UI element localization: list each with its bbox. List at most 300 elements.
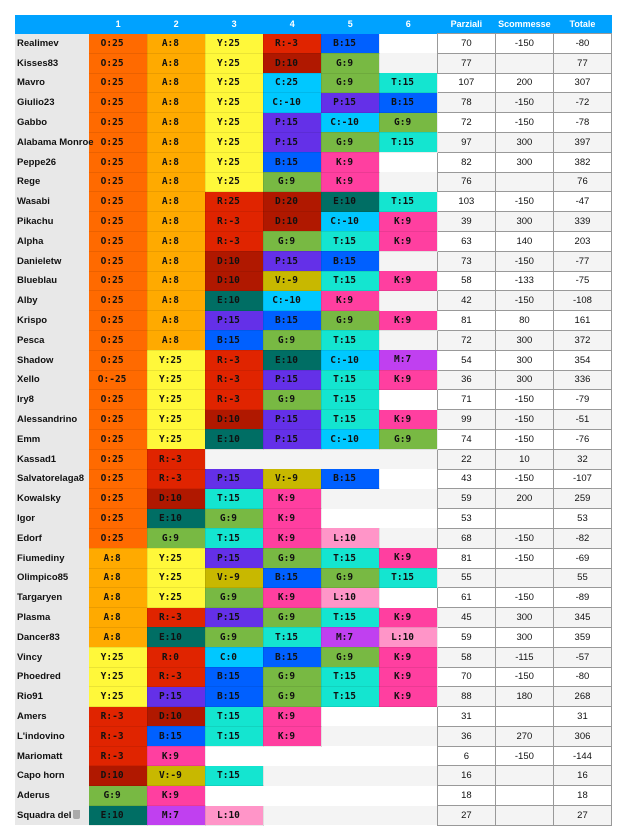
round-5-score bbox=[321, 528, 379, 548]
score-value: G:9 bbox=[335, 315, 354, 327]
score-value: Y:25 bbox=[158, 354, 182, 366]
round-6-empty bbox=[379, 152, 437, 172]
round-6-empty bbox=[379, 251, 437, 271]
score-value: R:-3 bbox=[100, 730, 124, 742]
round-1-score bbox=[89, 588, 147, 608]
player-name: Salvatorelaga8 bbox=[17, 473, 85, 485]
round-4-score bbox=[263, 687, 321, 707]
scommesse-cell: -150 bbox=[495, 192, 553, 212]
player-name-cell bbox=[15, 152, 89, 172]
score-value: O:25 bbox=[100, 513, 124, 525]
round-3-score bbox=[205, 469, 263, 489]
player-name: L'indovino bbox=[17, 730, 65, 742]
score-value: O:25 bbox=[100, 275, 124, 287]
scommesse-cell bbox=[495, 568, 553, 588]
score-value: G:9 bbox=[277, 612, 296, 623]
round-1-score bbox=[89, 410, 147, 430]
player-name: Danieletw bbox=[17, 255, 62, 267]
round-3-score bbox=[205, 766, 263, 786]
table-row bbox=[15, 647, 612, 667]
score-value: G:9 bbox=[335, 651, 354, 663]
player-name-cell bbox=[15, 429, 89, 449]
player-name-cell bbox=[15, 390, 89, 410]
round-6-empty bbox=[379, 53, 437, 73]
score-value: A:8 bbox=[103, 552, 121, 564]
score-value: G:9 bbox=[277, 552, 296, 564]
table-row bbox=[15, 608, 612, 628]
header-row bbox=[15, 15, 612, 34]
player-name: Olimpico85 bbox=[17, 572, 69, 584]
player-name-cell bbox=[15, 132, 94, 152]
round-5-score bbox=[321, 132, 379, 152]
player-name: Pikachu bbox=[17, 216, 54, 228]
score-value: B:15 bbox=[275, 651, 298, 663]
scommesse-cell: 300 bbox=[495, 152, 553, 172]
round-5-score bbox=[321, 350, 379, 370]
round-2-score bbox=[147, 113, 205, 133]
score-value: O:25 bbox=[100, 235, 124, 247]
score-value: T:15 bbox=[391, 77, 415, 89]
round-2-score bbox=[147, 370, 205, 390]
score-value: Y:25 bbox=[158, 572, 182, 584]
score-value: O:25 bbox=[100, 394, 124, 406]
score-value: E:10 bbox=[333, 196, 356, 208]
round-6-score bbox=[379, 429, 437, 449]
totale-cell: 31 bbox=[553, 707, 611, 727]
score-value: B:15 bbox=[275, 572, 298, 584]
score-value: K:9 bbox=[394, 413, 412, 425]
score-value: K:9 bbox=[277, 592, 296, 604]
round-6-score bbox=[379, 311, 437, 331]
round-2-score bbox=[147, 469, 205, 489]
header-round-1: 1 bbox=[89, 15, 147, 34]
score-value: A:8 bbox=[161, 315, 179, 327]
player-name: Realimev bbox=[17, 37, 59, 49]
player-name-cell bbox=[15, 113, 89, 133]
score-value: B:15 bbox=[217, 671, 240, 683]
round-1-score bbox=[89, 192, 147, 212]
score-value: B:15 bbox=[391, 97, 415, 109]
round-2-score bbox=[147, 786, 205, 806]
score-value: Y:25 bbox=[217, 37, 240, 49]
scommesse-cell: -150 bbox=[495, 469, 553, 489]
player-name: Wasabi bbox=[17, 196, 50, 208]
round-6-score bbox=[379, 410, 437, 430]
round-4-score bbox=[263, 667, 321, 687]
score-value: D:10 bbox=[275, 57, 298, 69]
score-value: A:8 bbox=[103, 631, 121, 643]
table-row bbox=[15, 568, 612, 588]
score-value: G:9 bbox=[219, 592, 238, 604]
score-value: O:25 bbox=[100, 156, 124, 168]
score-value: Y:25 bbox=[217, 117, 240, 129]
table-row bbox=[15, 53, 612, 73]
round-2-score bbox=[147, 707, 205, 727]
score-value: B:15 bbox=[333, 473, 356, 485]
parziali-cell: 61 bbox=[437, 588, 495, 608]
totale-cell: 268 bbox=[553, 687, 611, 707]
totale-cell: -108 bbox=[553, 291, 611, 311]
totale-cell: -75 bbox=[553, 271, 611, 291]
player-name-cell bbox=[15, 766, 89, 786]
score-value: T:15 bbox=[333, 691, 356, 703]
score-value: G:9 bbox=[335, 77, 354, 89]
round-1-score bbox=[89, 667, 147, 687]
header-totale: Totale bbox=[553, 15, 611, 34]
round-5-empty bbox=[321, 746, 379, 766]
score-value: O:25 bbox=[100, 315, 124, 327]
round-1-score bbox=[89, 350, 147, 370]
round-2-score bbox=[147, 449, 205, 469]
round-2-score bbox=[147, 350, 205, 370]
player-name: Capo horn bbox=[17, 770, 65, 782]
score-value: O:25 bbox=[100, 97, 124, 109]
table-row bbox=[15, 390, 612, 410]
round-5-score bbox=[321, 172, 379, 192]
round-4-score bbox=[263, 469, 321, 489]
score-value: A:8 bbox=[161, 295, 179, 307]
score-value: O:25 bbox=[100, 532, 124, 544]
score-value: L:10 bbox=[391, 631, 415, 643]
scommesse-cell: 300 bbox=[495, 350, 553, 370]
totale-cell: 203 bbox=[553, 231, 611, 251]
player-name: Rio91 bbox=[17, 691, 43, 703]
round-2-score bbox=[147, 687, 205, 707]
table-row bbox=[15, 687, 612, 707]
score-value: K:9 bbox=[277, 513, 296, 525]
scommesse-cell: -150 bbox=[495, 113, 553, 133]
totale-cell: 345 bbox=[553, 608, 611, 628]
scommesse-cell: 270 bbox=[495, 726, 553, 746]
round-4-score bbox=[263, 251, 321, 271]
player-name-cell bbox=[15, 627, 89, 647]
parziali-cell: 74 bbox=[437, 429, 495, 449]
round-1-score bbox=[89, 73, 147, 93]
round-2-score bbox=[147, 311, 205, 331]
scommesse-cell: 300 bbox=[495, 627, 553, 647]
table-row bbox=[15, 132, 612, 152]
score-value: A:8 bbox=[161, 57, 179, 69]
round-4-empty bbox=[263, 806, 321, 826]
score-value: A:8 bbox=[161, 235, 179, 247]
scommesse-cell: -150 bbox=[495, 34, 553, 54]
round-3-score bbox=[205, 172, 263, 192]
round-2-score bbox=[147, 93, 205, 113]
score-value: A:8 bbox=[161, 77, 179, 89]
score-value: G:9 bbox=[277, 235, 296, 247]
table-row bbox=[15, 330, 612, 350]
round-1-score bbox=[89, 707, 147, 727]
score-value: Y:25 bbox=[158, 592, 182, 604]
table-row bbox=[15, 93, 612, 113]
round-5-empty bbox=[321, 806, 379, 826]
scommesse-cell: -150 bbox=[495, 746, 553, 766]
score-value: V:-9 bbox=[275, 473, 298, 485]
scommesse-cell bbox=[495, 172, 553, 192]
round-4-score bbox=[263, 350, 321, 370]
score-value: O:25 bbox=[100, 453, 124, 465]
scommesse-cell: -150 bbox=[495, 390, 553, 410]
score-value: A:8 bbox=[161, 117, 179, 129]
round-3-score bbox=[205, 806, 263, 826]
round-4-empty bbox=[263, 746, 321, 766]
round-3-score bbox=[205, 231, 263, 251]
table-row bbox=[15, 766, 612, 786]
round-4-score bbox=[263, 73, 321, 93]
player-name-cell bbox=[15, 746, 89, 766]
player-name-cell bbox=[15, 231, 89, 251]
scommesse-cell: -150 bbox=[495, 251, 553, 271]
totale-cell: 382 bbox=[553, 152, 611, 172]
round-2-score bbox=[147, 746, 205, 766]
round-1-score bbox=[89, 489, 147, 509]
player-name: Vincy bbox=[17, 651, 43, 663]
player-name-cell bbox=[15, 212, 89, 232]
score-value: A:8 bbox=[161, 156, 179, 168]
score-value: G:9 bbox=[394, 433, 412, 445]
score-value: Y:25 bbox=[217, 176, 240, 188]
score-value: G:9 bbox=[277, 394, 296, 406]
table-row bbox=[15, 113, 612, 133]
score-value: G:9 bbox=[103, 790, 121, 802]
round-4-score bbox=[263, 647, 321, 667]
score-value: E:10 bbox=[158, 513, 182, 525]
totale-cell: 76 bbox=[553, 172, 611, 192]
round-6-score bbox=[379, 132, 437, 152]
round-1-score bbox=[89, 647, 147, 667]
score-value: O:25 bbox=[100, 334, 124, 346]
player-name-cell bbox=[15, 469, 89, 489]
round-6-empty bbox=[379, 34, 437, 54]
round-6-empty bbox=[379, 469, 437, 489]
parziali-cell: 6 bbox=[437, 746, 495, 766]
totale-cell: 32 bbox=[553, 449, 611, 469]
scommesse-cell: -150 bbox=[495, 93, 553, 113]
round-3-score bbox=[205, 528, 263, 548]
score-value: K:9 bbox=[394, 691, 412, 703]
round-3-score bbox=[205, 212, 263, 232]
totale-cell: -72 bbox=[553, 93, 611, 113]
round-4-score bbox=[263, 548, 321, 568]
player-name-cell bbox=[15, 667, 89, 687]
scommesse-cell: 300 bbox=[495, 330, 553, 350]
table-row bbox=[15, 34, 612, 54]
score-value: O:25 bbox=[100, 295, 124, 307]
player-name-cell bbox=[15, 53, 89, 73]
parziali-cell: 81 bbox=[437, 311, 495, 331]
round-6-empty bbox=[379, 449, 437, 469]
score-value: O:25 bbox=[100, 77, 124, 89]
scommesse-cell bbox=[495, 707, 553, 727]
score-value: D:10 bbox=[217, 414, 240, 426]
round-1-score bbox=[89, 330, 147, 350]
round-1-score bbox=[89, 746, 147, 766]
parziali-cell: 72 bbox=[437, 330, 495, 350]
score-value: C:0 bbox=[219, 651, 238, 663]
header-round-6: 6 bbox=[379, 15, 437, 34]
score-value: D:20 bbox=[275, 196, 298, 208]
score-value: G:9 bbox=[219, 513, 238, 525]
totale-cell: -80 bbox=[553, 34, 611, 54]
round-6-score bbox=[379, 93, 437, 113]
score-value: C:-10 bbox=[330, 354, 359, 366]
player-name-cell bbox=[15, 311, 89, 331]
totale-cell: -57 bbox=[553, 647, 611, 667]
round-5-score bbox=[321, 93, 379, 113]
player-name-cell bbox=[15, 608, 89, 628]
table-row bbox=[15, 528, 612, 548]
table-row bbox=[15, 370, 612, 390]
round-1-score bbox=[89, 231, 147, 251]
score-value: Y:25 bbox=[158, 552, 182, 564]
score-value: Y:25 bbox=[217, 156, 240, 168]
header-round-5: 5 bbox=[321, 15, 379, 34]
scommesse-cell bbox=[495, 766, 553, 786]
round-6-empty bbox=[379, 172, 437, 192]
round-6-empty bbox=[379, 390, 437, 410]
score-value: T:15 bbox=[217, 770, 240, 782]
round-6-empty bbox=[379, 489, 437, 509]
score-value: G:9 bbox=[219, 631, 238, 643]
player-name-cell bbox=[15, 489, 89, 509]
round-2-score bbox=[147, 528, 205, 548]
round-5-empty bbox=[321, 449, 379, 469]
round-5-score bbox=[321, 212, 379, 232]
player-name-cell bbox=[15, 34, 89, 54]
score-value: K:9 bbox=[394, 216, 412, 228]
score-value: G:9 bbox=[161, 532, 179, 544]
parziali-cell: 59 bbox=[437, 627, 495, 647]
score-value: K:9 bbox=[335, 176, 354, 188]
table-row bbox=[15, 726, 612, 746]
score-value: P:15 bbox=[275, 414, 298, 426]
round-4-score bbox=[263, 113, 321, 133]
round-6-empty bbox=[379, 528, 437, 548]
round-1-score bbox=[89, 429, 147, 449]
round-5-score bbox=[321, 53, 379, 73]
round-2-score bbox=[147, 152, 205, 172]
table-row bbox=[15, 469, 612, 489]
table-row bbox=[15, 291, 612, 311]
score-value: B:15 bbox=[333, 37, 356, 49]
player-name: Blueblau bbox=[17, 275, 58, 287]
round-2-score bbox=[147, 192, 205, 212]
round-1-score bbox=[89, 568, 147, 588]
score-value: O:25 bbox=[100, 473, 124, 485]
score-value: V:-9 bbox=[158, 770, 182, 782]
player-name-cell bbox=[15, 548, 89, 568]
score-value: K:9 bbox=[394, 235, 412, 247]
round-5-score bbox=[321, 647, 379, 667]
round-2-score bbox=[147, 627, 205, 647]
score-value: R:-3 bbox=[217, 354, 240, 366]
round-4-empty bbox=[263, 786, 321, 806]
score-value: O:25 bbox=[100, 196, 124, 208]
round-5-score bbox=[321, 330, 379, 350]
score-value: O:25 bbox=[100, 57, 124, 69]
score-value: Y:25 bbox=[217, 77, 240, 89]
scommesse-cell: -150 bbox=[495, 291, 553, 311]
round-3-score bbox=[205, 608, 263, 628]
scommesse-cell: -150 bbox=[495, 667, 553, 687]
score-value: Y:25 bbox=[217, 97, 240, 109]
round-3-score bbox=[205, 568, 263, 588]
round-6-score bbox=[379, 608, 437, 628]
round-4-score bbox=[263, 172, 321, 192]
table-row bbox=[15, 489, 612, 509]
player-name-cell bbox=[15, 251, 89, 271]
parziali-cell: 68 bbox=[437, 528, 495, 548]
round-4-score bbox=[263, 93, 321, 113]
round-1-score bbox=[89, 608, 147, 628]
round-2-score bbox=[147, 588, 205, 608]
score-value: P:15 bbox=[275, 433, 298, 445]
parziali-cell: 88 bbox=[437, 687, 495, 707]
round-5-score bbox=[321, 192, 379, 212]
score-value: C:-10 bbox=[330, 433, 359, 445]
scommesse-cell: 300 bbox=[495, 370, 553, 390]
round-1-score bbox=[89, 687, 147, 707]
score-value: K:9 bbox=[394, 611, 412, 623]
round-1-score bbox=[89, 311, 147, 331]
score-value: M:7 bbox=[161, 809, 179, 821]
score-value: O:25 bbox=[100, 255, 124, 267]
score-value: K:9 bbox=[277, 532, 296, 544]
round-4-score bbox=[263, 192, 321, 212]
totale-cell: -79 bbox=[553, 390, 611, 410]
parziali-cell: 16 bbox=[437, 766, 495, 786]
player-name: Emm bbox=[17, 433, 41, 445]
round-2-score bbox=[147, 34, 205, 54]
round-5-empty bbox=[321, 726, 379, 746]
round-3-score bbox=[205, 410, 263, 430]
score-value: E:10 bbox=[217, 295, 240, 307]
score-value: T:15 bbox=[333, 275, 356, 287]
parziali-cell: 36 bbox=[437, 726, 495, 746]
player-name: Fiumediny bbox=[17, 552, 65, 564]
round-4-score bbox=[263, 271, 321, 291]
round-2-score bbox=[147, 568, 205, 588]
round-6-score bbox=[379, 687, 437, 707]
round-1-score bbox=[89, 469, 147, 489]
round-3-score bbox=[205, 687, 263, 707]
score-value: A:8 bbox=[103, 612, 121, 623]
round-2-score bbox=[147, 251, 205, 271]
round-6-empty bbox=[379, 509, 437, 529]
player-name-cell bbox=[15, 786, 89, 806]
round-3-score bbox=[205, 588, 263, 608]
score-value: K:9 bbox=[394, 275, 412, 287]
totale-cell: 359 bbox=[553, 627, 611, 647]
totale-cell: -47 bbox=[553, 192, 611, 212]
parziali-cell: 107 bbox=[437, 73, 495, 93]
round-3-score bbox=[205, 192, 263, 212]
score-value: G:9 bbox=[335, 572, 354, 584]
score-value: K:9 bbox=[277, 493, 296, 505]
score-value: P:15 bbox=[158, 691, 182, 703]
round-4-score bbox=[263, 311, 321, 331]
score-value: T:15 bbox=[333, 552, 356, 564]
score-value: G:9 bbox=[277, 334, 296, 346]
round-3-score bbox=[205, 627, 263, 647]
round-4-score bbox=[263, 568, 321, 588]
round-2-score bbox=[147, 231, 205, 251]
round-5-empty bbox=[321, 786, 379, 806]
scommesse-cell: 180 bbox=[495, 687, 553, 707]
round-3-score bbox=[205, 152, 263, 172]
parziali-cell: 81 bbox=[437, 548, 495, 568]
player-name: Iry8 bbox=[17, 394, 34, 406]
